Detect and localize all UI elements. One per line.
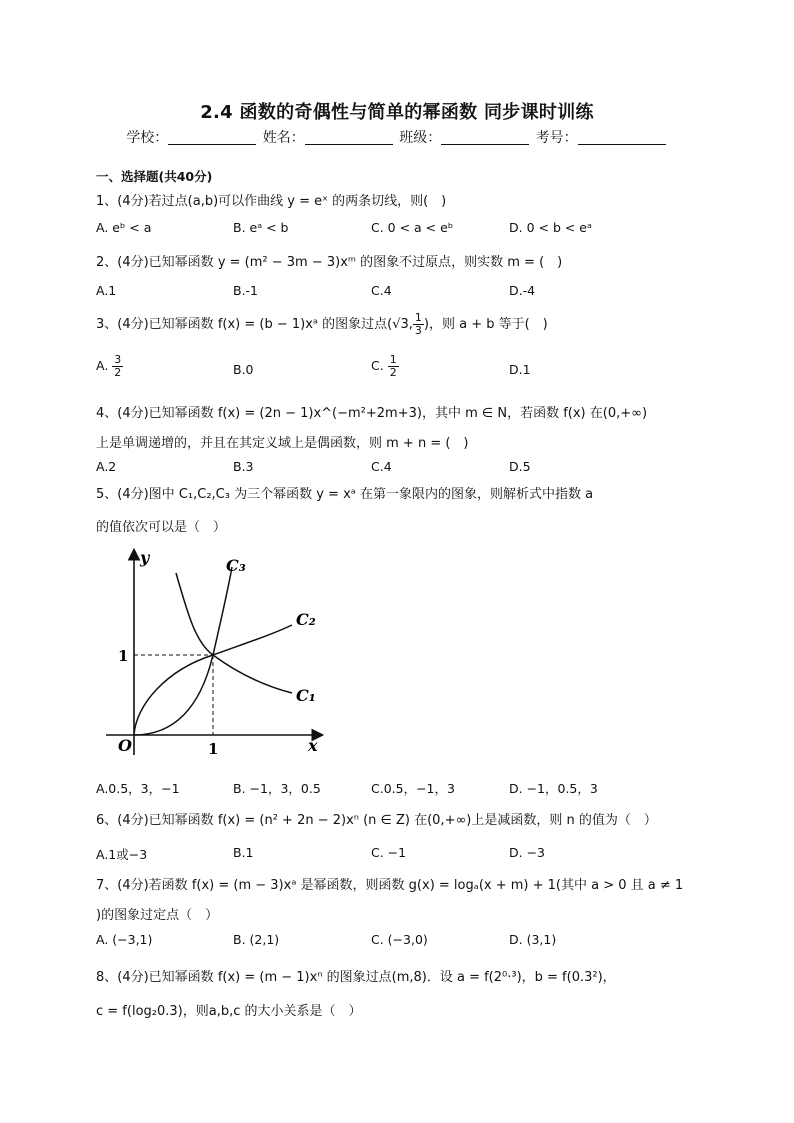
q2-option-d[interactable]: D.-4: [509, 283, 536, 298]
q4-option-c[interactable]: C.4: [371, 459, 392, 474]
question-2: 2、(4分)已知幂函数 y = (m² − 3m − 3)xᵐ 的图象不过原点，则实数 m = ( ): [96, 255, 563, 270]
q6-option-b[interactable]: B.1: [233, 845, 254, 860]
question-7-line-2: )的图象过定点（ ）: [96, 908, 219, 923]
q3-option-b[interactable]: B.0: [233, 362, 254, 377]
q7-option-b[interactable]: B. (2,1): [233, 932, 280, 947]
page-title: 2.4 函数的奇偶性与简单的幂函数 同步课时训练: [200, 102, 594, 123]
x-axis-label: x: [308, 736, 318, 755]
school-label: 学校：: [126, 130, 169, 146]
q6-option-d[interactable]: D. −3: [509, 845, 545, 860]
q3-option-d[interactable]: D.1: [509, 362, 531, 377]
section-title: 一、选择题(共40分): [96, 169, 213, 184]
q6-option-c[interactable]: C. −1: [371, 845, 407, 860]
q4-option-a[interactable]: A.2: [96, 459, 117, 474]
label-c2: C₂: [296, 610, 316, 629]
q3-opta-num: 3: [114, 353, 122, 366]
q3-option-a-fraction: [112, 354, 123, 379]
q5-option-b[interactable]: B. −1，3，0.5: [233, 781, 321, 796]
q3-opta-den: 2: [114, 366, 122, 379]
q3-option-a[interactable]: [96, 354, 123, 379]
class-label: 班级：: [399, 130, 442, 146]
question-5-line-2: 的值依次可以是（ ）: [96, 520, 227, 535]
q3-fraction: [413, 312, 424, 337]
question-7-line-1: 7、(4分)若函数 f(x) = (m − 3)xᵃ 是幂函数，则函数 g(x) = logₐ(x + m) + 1(其中 a > 0 且 a ≠ 1: [96, 878, 684, 893]
id-label: 考号：: [535, 130, 578, 146]
question-8-line-1: 8、(4分)已知幂函数 f(x) = (m − 1)xⁿ 的图象过点(m,8)．设 a = f(2⁰·³)，b = f(0.3²)，: [96, 970, 616, 985]
q4-option-b[interactable]: B.3: [233, 459, 254, 474]
q3-option-a-label: A.: [96, 358, 109, 373]
q2-option-b[interactable]: B.-1: [233, 283, 259, 298]
label-c3: C₃: [226, 556, 246, 575]
q3-option-c-fraction: [388, 354, 399, 379]
q7-option-a[interactable]: A. (−3,1): [96, 932, 153, 947]
label-c1: C₁: [296, 686, 316, 705]
school-blank[interactable]: [168, 130, 256, 145]
q7-option-d[interactable]: D. (3,1): [509, 932, 557, 947]
q3-option-c[interactable]: [371, 354, 399, 379]
q3-option-c-label: C.: [371, 358, 384, 373]
question-8-line-2: c = f(log₂0.3)，则a,b,c 的大小关系是（ ）: [96, 1004, 362, 1019]
q2-option-a[interactable]: A.1: [96, 283, 117, 298]
x-tick-1: 1: [208, 740, 219, 758]
name-label: 姓名：: [262, 130, 305, 146]
q3-text-pre: 3、(4分)已知幂函数 f(x) = (b − 1)xᵃ 的图象过点(√3,: [96, 317, 413, 332]
q1-option-b[interactable]: B. eᵃ < b: [233, 220, 289, 235]
name-blank[interactable]: [305, 130, 393, 145]
student-info-row: [0, 127, 794, 147]
q3-text-post: )，则 a + b 等于( ): [423, 317, 548, 332]
y-tick-1: 1: [118, 647, 129, 665]
q1-option-d[interactable]: D. 0 < b < eᵃ: [509, 220, 592, 235]
q5-option-d[interactable]: D. −1，0.5，3: [509, 781, 598, 796]
q3-optc-num: 1: [389, 353, 397, 366]
q7-option-c[interactable]: C. (−3,0): [371, 932, 428, 947]
question-4-line-1: 4、(4分)已知幂函数 f(x) = (2n − 1)x^(−m²+2m+3)，其中 m ∈ N，若函数 f(x) 在(0,+∞): [96, 406, 648, 421]
origin-label: O: [118, 736, 132, 755]
q1-option-a[interactable]: A. eᵇ < a: [96, 220, 152, 235]
q2-option-c[interactable]: C.4: [371, 283, 392, 298]
q3-frac-num: 1: [414, 311, 422, 324]
q3-frac-den: 3: [414, 324, 422, 337]
q1-option-c[interactable]: C. 0 < a < eᵇ: [371, 220, 454, 235]
question-3: [96, 312, 548, 337]
curve-c3: [134, 567, 232, 735]
q5-option-a[interactable]: A.0.5，3，−1: [96, 781, 180, 796]
q6-option-a[interactable]: A.1或−3: [96, 847, 148, 862]
question-5-line-1: 5、(4分)图中 C₁,C₂,C₃ 为三个幂函数 y = xᵃ 在第一象限内的图象，则解析式中指数 a: [96, 487, 594, 502]
q4-option-d[interactable]: D.5: [509, 459, 531, 474]
question-4-line-2: 上是单调递增的，并且在其定义域上是偶函数，则 m + n = ( ): [96, 436, 469, 451]
question-6: 6、(4分)已知幂函数 f(x) = (n² + 2n − 2)xⁿ (n ∈ Z) 在(0,+∞)上是减函数，则 n 的值为（ ）: [96, 813, 657, 828]
power-function-graph: [96, 545, 336, 765]
q5-option-c[interactable]: C.0.5，−1，3: [371, 781, 455, 796]
y-axis-label: y: [140, 548, 150, 567]
question-1: 1、(4分)若过点(a,b)可以作曲线 y = eˣ 的两条切线，则( ): [96, 194, 447, 209]
q3-optc-den: 2: [389, 366, 397, 379]
class-blank[interactable]: [441, 130, 529, 145]
id-blank[interactable]: [578, 130, 666, 145]
